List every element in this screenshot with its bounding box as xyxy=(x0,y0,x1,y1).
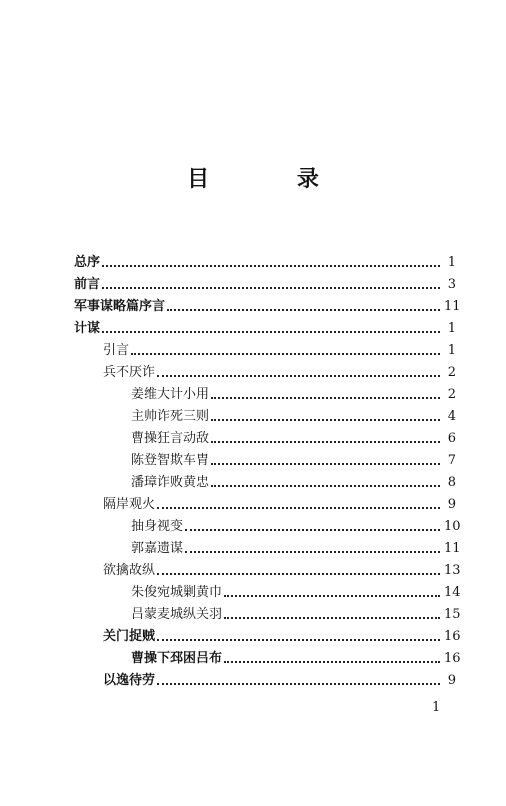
toc-entry xyxy=(131,386,456,404)
toc-entry-label: 抽身视变 xyxy=(131,519,184,534)
dot-leader xyxy=(211,397,440,399)
toc-entry xyxy=(131,474,456,492)
toc-entry-page: 16 xyxy=(444,629,461,644)
toc-entry-page: 15 xyxy=(444,607,461,622)
dot-leader xyxy=(157,639,440,641)
toc-entry xyxy=(131,408,456,426)
toc-entry-page: 13 xyxy=(444,563,461,578)
dot-leader xyxy=(185,551,440,553)
toc-entry-label: 总序 xyxy=(74,255,101,270)
toc-entry-page: 6 xyxy=(447,431,456,446)
toc-entry-page: 2 xyxy=(447,387,456,402)
toc-entry-page: 2 xyxy=(447,365,456,380)
toc-entry-label: 郭嘉遗谋 xyxy=(131,541,184,556)
dot-leader xyxy=(157,573,440,575)
toc-entry-label: 军事谋略篇序言 xyxy=(74,299,166,314)
toc-entry-page: 1 xyxy=(447,343,456,358)
page-number: 1 xyxy=(432,700,441,715)
toc-entry xyxy=(103,672,456,690)
toc-entry-label: 朱俊宛城剿黄巾 xyxy=(131,585,223,600)
dot-leader xyxy=(211,419,440,421)
toc-entry-page: 1 xyxy=(447,321,456,336)
dot-leader xyxy=(224,661,440,663)
toc-entry xyxy=(103,562,461,580)
toc-entry xyxy=(103,364,456,382)
toc-entry-page: 10 xyxy=(444,519,461,534)
toc-entry-label: 计谋 xyxy=(74,321,101,336)
dot-leader xyxy=(157,683,440,685)
dot-leader xyxy=(131,353,440,355)
toc-entry-page: 1 xyxy=(447,255,456,270)
toc-entry-page: 9 xyxy=(447,497,456,512)
toc-entry xyxy=(103,496,456,514)
dot-leader xyxy=(211,441,440,443)
toc-entry xyxy=(131,584,461,602)
toc-entry-page: 4 xyxy=(447,409,456,424)
dot-leader xyxy=(157,375,440,377)
toc-entry-label: 兵不厌诈 xyxy=(103,365,156,380)
dot-leader xyxy=(224,617,440,619)
toc-entry-label: 隔岸观火 xyxy=(103,497,156,512)
toc-entry xyxy=(103,628,461,646)
toc-entry-label: 引言 xyxy=(103,343,130,358)
dot-leader xyxy=(102,287,440,289)
toc-entry xyxy=(74,276,456,294)
toc-entry-label: 主帅诈死三则 xyxy=(131,409,210,424)
toc-entry-page: 8 xyxy=(447,475,456,490)
toc-entry-label: 姜维大计小用 xyxy=(131,387,210,402)
toc-entry-page: 9 xyxy=(447,673,456,688)
toc-entry-label: 以逸待劳 xyxy=(103,673,156,688)
toc-entry-page: 14 xyxy=(444,585,461,600)
toc-entry-label: 陈登智欺车胄 xyxy=(131,453,210,468)
dot-leader xyxy=(102,331,440,333)
toc-entry-page: 7 xyxy=(447,453,456,468)
dot-leader xyxy=(102,265,440,267)
dot-leader xyxy=(185,529,440,531)
toc-entry xyxy=(74,298,461,316)
toc-entry xyxy=(74,320,456,338)
toc-entry-page: 16 xyxy=(444,651,461,666)
toc-entry xyxy=(131,606,461,624)
toc-entry-page: 3 xyxy=(447,277,456,292)
toc-entry xyxy=(131,452,456,470)
toc-entry xyxy=(103,342,456,360)
toc-entry-page: 11 xyxy=(444,299,461,314)
toc-entry xyxy=(74,254,456,272)
dot-leader xyxy=(211,463,440,465)
toc-title: 目 录 xyxy=(187,166,359,192)
dot-leader xyxy=(211,485,440,487)
toc-entry-label: 关门捉贼 xyxy=(103,629,156,644)
dot-leader xyxy=(157,507,440,509)
toc-entry xyxy=(131,650,461,668)
toc-entry-label: 欲擒故纵 xyxy=(103,563,156,578)
toc-entry-label: 曹操狂言动敌 xyxy=(131,431,210,446)
toc-entry-label: 吕蒙麦城纵关羽 xyxy=(131,607,223,622)
toc-entry-label: 潘璋诈败黄忠 xyxy=(131,475,210,490)
dot-leader xyxy=(167,309,440,311)
toc-entry xyxy=(131,540,461,558)
toc-entry-page: 11 xyxy=(444,541,461,556)
toc-entry-label: 前言 xyxy=(74,277,101,292)
toc-entry-label: 曹操下邳困吕布 xyxy=(131,651,223,666)
toc-entry xyxy=(131,518,461,536)
toc-entry xyxy=(131,430,456,448)
dot-leader xyxy=(224,595,440,597)
